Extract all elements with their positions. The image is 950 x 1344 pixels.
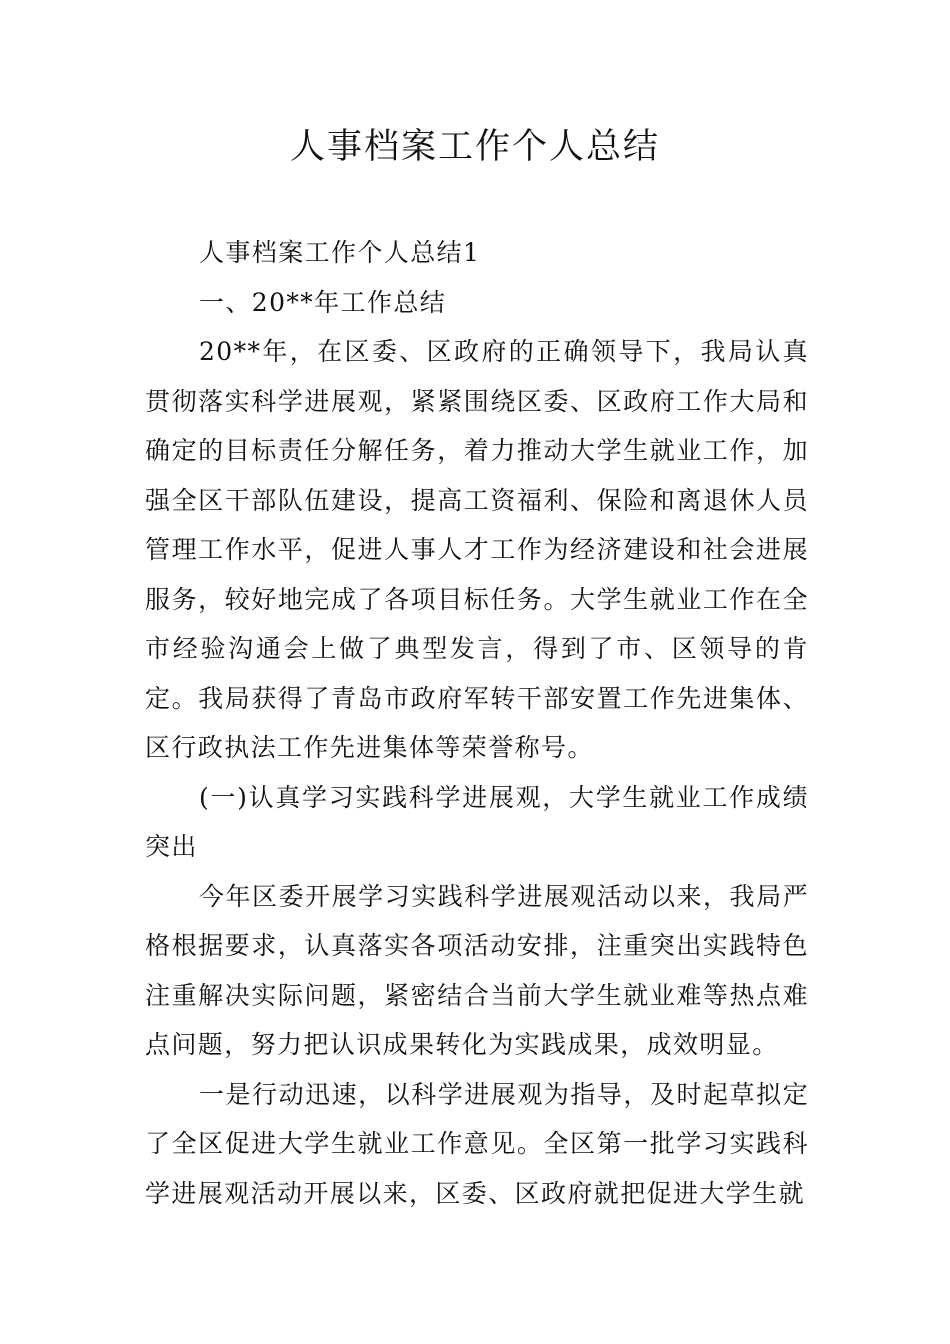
paragraph-practice: 今年区委开展学习实践科学进展观活动以来，我局严格根据要求，认真落实各项活动安排，注重突出实践特色注重解决实际问题，紧密结合当前大学生就业难等热点难点问题，努力把认识成果转化为实践成果，成效明显。 <box>145 881 809 1059</box>
paragraph-heading-2: 一、20**年工作总结 <box>199 287 447 317</box>
paragraph-heading-1: 人事档案工作个人总结1 <box>199 238 481 267</box>
document-body <box>145 228 809 1218</box>
document-title: 人事档案工作个人总结 <box>289 127 660 167</box>
paragraph-summary: 20**年，在区委、区政府的正确领导下，我局认真贯彻落实科学进展观，紧紧围绕区委、区政府工作大局和确定的目标责任分解任务，着力推动大学生就业工作，加强全区干部队伍建设，提高工资福利、保险和离退休人员管理工作水平，促进人事人才工作为经济建设和社会进展服务，较好地完成了各项目标任务。大学生就业工作在全市经验沟通会上做了典型发言，得到了市、区领导的肯定。我局获得了青岛市政府军转干部安置工作先进集体、区行政执法工作先进集体等荣誉称号。 <box>145 337 809 762</box>
paragraph-action: 一是行动迅速，以科学进展观为指导，及时起草拟定了全区促进大学生就业工作意见。全区第一批学习实践科学进展观活动开展以来，区委、区政府就把促进大学生就 <box>145 1079 809 1208</box>
paragraph-section-1: (一)认真学习实践科学进展观，大学生就业工作成绩突出 <box>145 782 809 861</box>
